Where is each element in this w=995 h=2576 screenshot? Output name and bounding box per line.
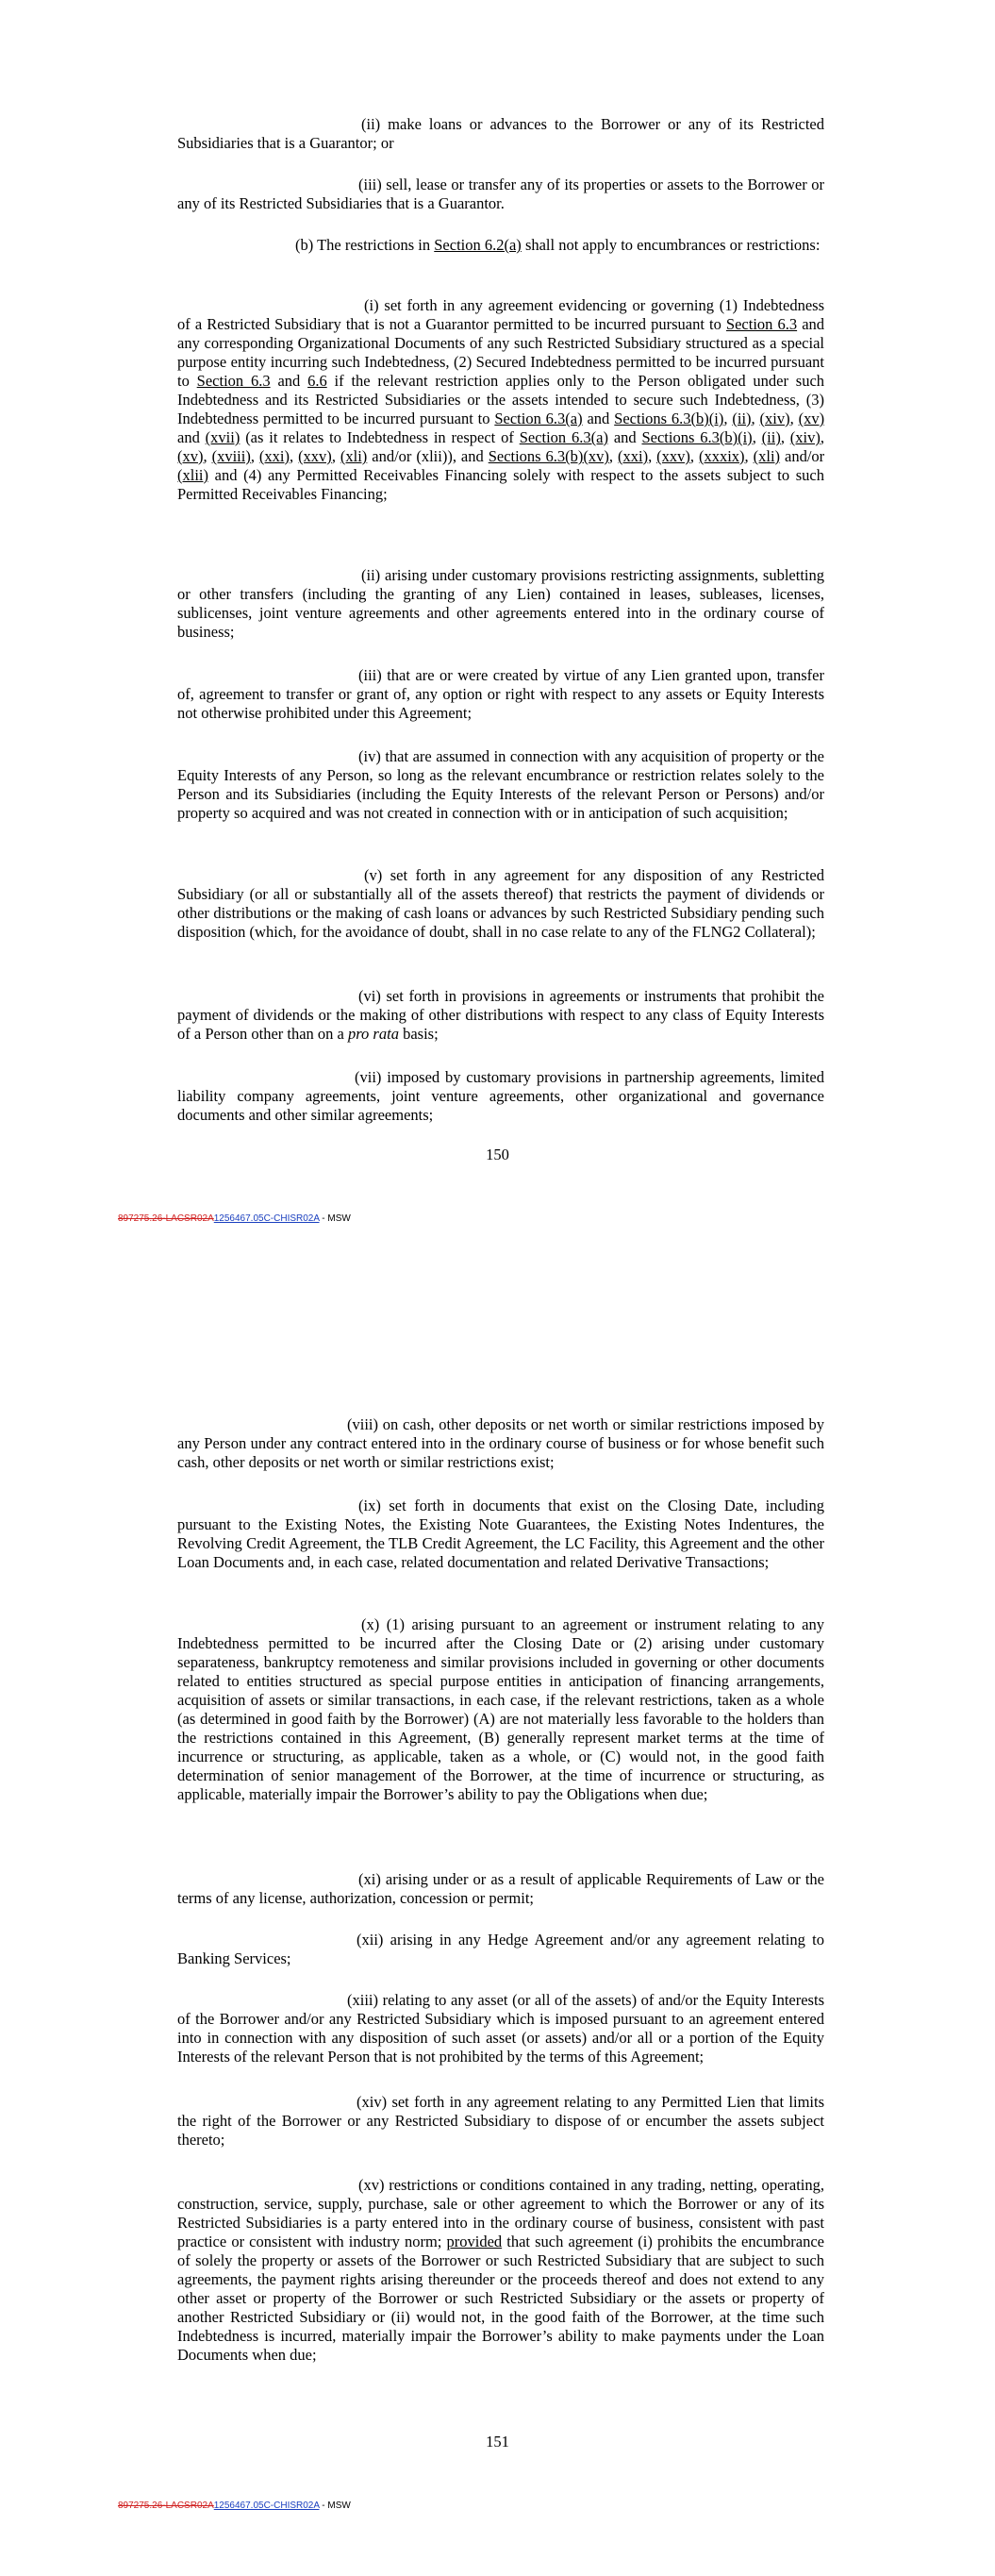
page-number: 151 bbox=[486, 2433, 509, 2451]
page-150 bbox=[0, 0, 995, 1255]
footer-inserted-id: 1256467.05C-CHISR02A bbox=[213, 2501, 320, 2511]
clause-b-iii: (iii) that are or were created by virtue of any Lien granted upon, transfer of, agreement to transfer or grant of, any option or right with respect to any assets or Equity Interests not otherwise prohibited under this Agreement; bbox=[177, 666, 824, 722]
clause-b-i: (i) set forth in any agreement evidencing or governing (1) Indebtedness of a Restricted Subsidiary that is not a Guarantor permitted to be incurred pursuant to Section 6.3 and any corresponding Organizational Documents of any such Restricted Subsidiary structured as a special purpose entity incurring such Indebtedness, (2) Secured Indebtedness permitted to be incurred pursuant to Section 6.3 and 6.6 if the relevant restriction applies only to the Person obligated under such Indebtedness and its Restricted Subsidiaries or the assets intended to secure such Indebtedness, (3) Indebtedness permitted to be incurred pursuant to Section 6.3(a) and Sections 6.3(b)(i), (ii), (xiv), (xv) and (xvii) (as it relates to Indebtedness in respect of Section 6.3(a) and Sections 6.3(b)(i), (ii), (xiv), (xv), (xviii), (xxi), (xxv), (xli) and/or (xlii)), and Sections 6.3(b)(xv), (xxi), (xxv), (xxxix), (xli) and/or (xlii) and (4) any Permitted Receivables Financing solely with respect to the assets subject to such Permitted Receivables Financing; bbox=[177, 296, 825, 503]
clause-b-xiv: (xiv) set forth in any agreement relating to any Permitted Lien that limits the right of the Borrower or any Restricted Subsidiary to dispose of or encumber the assets subject thereto; bbox=[177, 2093, 824, 2149]
clause-b-xv: (xv) restrictions or conditions contained in any trading, netting, operating, construction, service, supply, purchase, sale or other agreement to which the Borrower or any of its Restricted Subsidiaries is a party entered into in the ordinary course of business, consistent with past practice or consistent with industry norm; provided that such agreement (i) prohibits the encumbrance of solely the property or assets of the Borrower or such Restricted Subsidiary that are subject to such agreements, the payment rights arising thereunder or the proceeds thereof and does not extend to any other asset or property of the Borrower or such Restricted Subsidiary or the assets or property of another Restricted Subsidiary or (ii) would not, in the good faith of the Borrower, at the time such Indebtedness is incurred, materially impair the Borrower’s ability to make payments under the Loan Documents when due; bbox=[177, 2176, 825, 2364]
footer-deleted-id: 897275.26-LACSR02A bbox=[118, 2501, 214, 2511]
footer-suffix: - MSW bbox=[322, 1213, 351, 1224]
document-footer bbox=[118, 2501, 351, 2512]
clause-b-iv: (iv) that are assumed in connection with any acquisition of property or the Equity Interests of any Person, so long as the relevant encumbrance or restriction relates solely to the Person and its Subsidiaries (including the Equity Interests of the relevant Person or Persons) and/or property so acquired and was not created in connection with or in anticipation of such acquisition; bbox=[177, 747, 824, 822]
clause-a-iii: (iii) sell, lease or transfer any of its properties or assets to the Borrower or any of its Restricted Subsidiaries that is a Guarantor. bbox=[177, 176, 824, 212]
clause-a-ii: (ii) make loans or advances to the Borrower or any of its Restricted Subsidiaries that is a Guarantor; or bbox=[177, 115, 824, 152]
clause-b-xii: (xii) arising in any Hedge Agreement and/or any agreement relating to Banking Services; bbox=[177, 1931, 824, 1967]
section-ref: Section 6.2(a) bbox=[434, 236, 522, 254]
clause-b-viii: (viii) on cash, other deposits or net worth or similar restrictions imposed by any Person under any contract entered into in the ordinary course of business or for whose benefit such cash, other deposits or net worth or similar restrictions exist; bbox=[177, 1415, 824, 1471]
footer-deleted-id: 897275.26-LACSR02A bbox=[118, 1213, 214, 1224]
clause-b-v: (v) set forth in any agreement for any disposition of any Restricted Subsidiary (or all or substantially all of the assets thereof) that restricts the payment of dividends or other distributions or the making of cash loans or advances by such Restricted Subsidiary pending such disposition (which, for the avoidance of doubt, shall in no case relate to any of the FLNG2 Collateral); bbox=[177, 866, 824, 941]
clause-b-ix: (ix) set forth in documents that exist on the Closing Date, including pursuant to the Existing Notes, the Existing Note Guarantees, the Existing Notes Indentures, the Revolving Credit Agreement, the TLB Credit Agreement, the LC Facility, this Agreement and the other Loan Documents and, in each case, related documentation and related Derivative Transactions; bbox=[177, 1497, 824, 1571]
page-151 bbox=[0, 1415, 995, 2576]
clause-b-x: (x) (1) arising pursuant to an agreement or instrument relating to any Indebtedness permitted to be incurred after the Closing Date or (2) arising under customary separateness, bankruptcy remoteness and similar provisions included in governing or other documents related to entities structured as special purpose entities in anticipation of financing arrangements, acquisition of assets or similar transactions, in each case, if the relevant restrictions, taken as a whole (as determined in good faith by the Borrower) (A) are not materially less favorable to the holders than the restrictions contained in this Agreement, (B) generally represent market terms at the time of incurrence or structuring, as applicable, taken as a whole, or (C) would not, in the good faith determination of senior management of the Borrower, at the time of incurrence or structuring, as applicable, materially impair the Borrower’s ability to pay the Obligations when due; bbox=[177, 1615, 824, 1803]
clause-b-vi: (vi) set forth in provisions in agreements or instruments that prohibit the payment of dividends or the making of other distributions with respect to any class of Equity Interests of a Person other than on a pro rata basis; bbox=[177, 987, 824, 1043]
footer-suffix: - MSW bbox=[322, 2501, 351, 2511]
clause-b-xi: (xi) arising under or as a result of applicable Requirements of Law or the terms of any license, authorization, concession or permit; bbox=[177, 1870, 824, 1907]
clause-b-vii: (vii) imposed by customary provisions in partnership agreements, limited liability company agreements, joint venture agreements, other organizational and governance documents and other similar agreements; bbox=[177, 1068, 824, 1124]
clause-b-xiii: (xiii) relating to any asset (or all of the assets) of and/or the Equity Interests of the Borrower and/or any Restricted Subsidiary which is imposed pursuant to an agreement entered into in connection with any disposition of such asset (or assets) and/or all or a portion of the Equity Interests of the relevant Person that is not prohibited by the terms of this Agreement; bbox=[177, 1991, 824, 2066]
footer-inserted-id: 1256467.05C-CHISR02A bbox=[213, 1213, 320, 1224]
clause-b-ii: (ii) arising under customary provisions restricting assignments, subletting or other transfers (including the granting of any Lien) contained in leases, subleases, licenses, sublicenses, joint venture agreements and other agreements entered into in the ordinary course of business; bbox=[177, 566, 824, 641]
page-number: 150 bbox=[486, 1146, 509, 1163]
clause-b: (b) The restrictions in Section 6.2(a) shall not apply to encumbrances or restrictions: bbox=[295, 236, 821, 254]
document-footer bbox=[118, 1213, 351, 1225]
